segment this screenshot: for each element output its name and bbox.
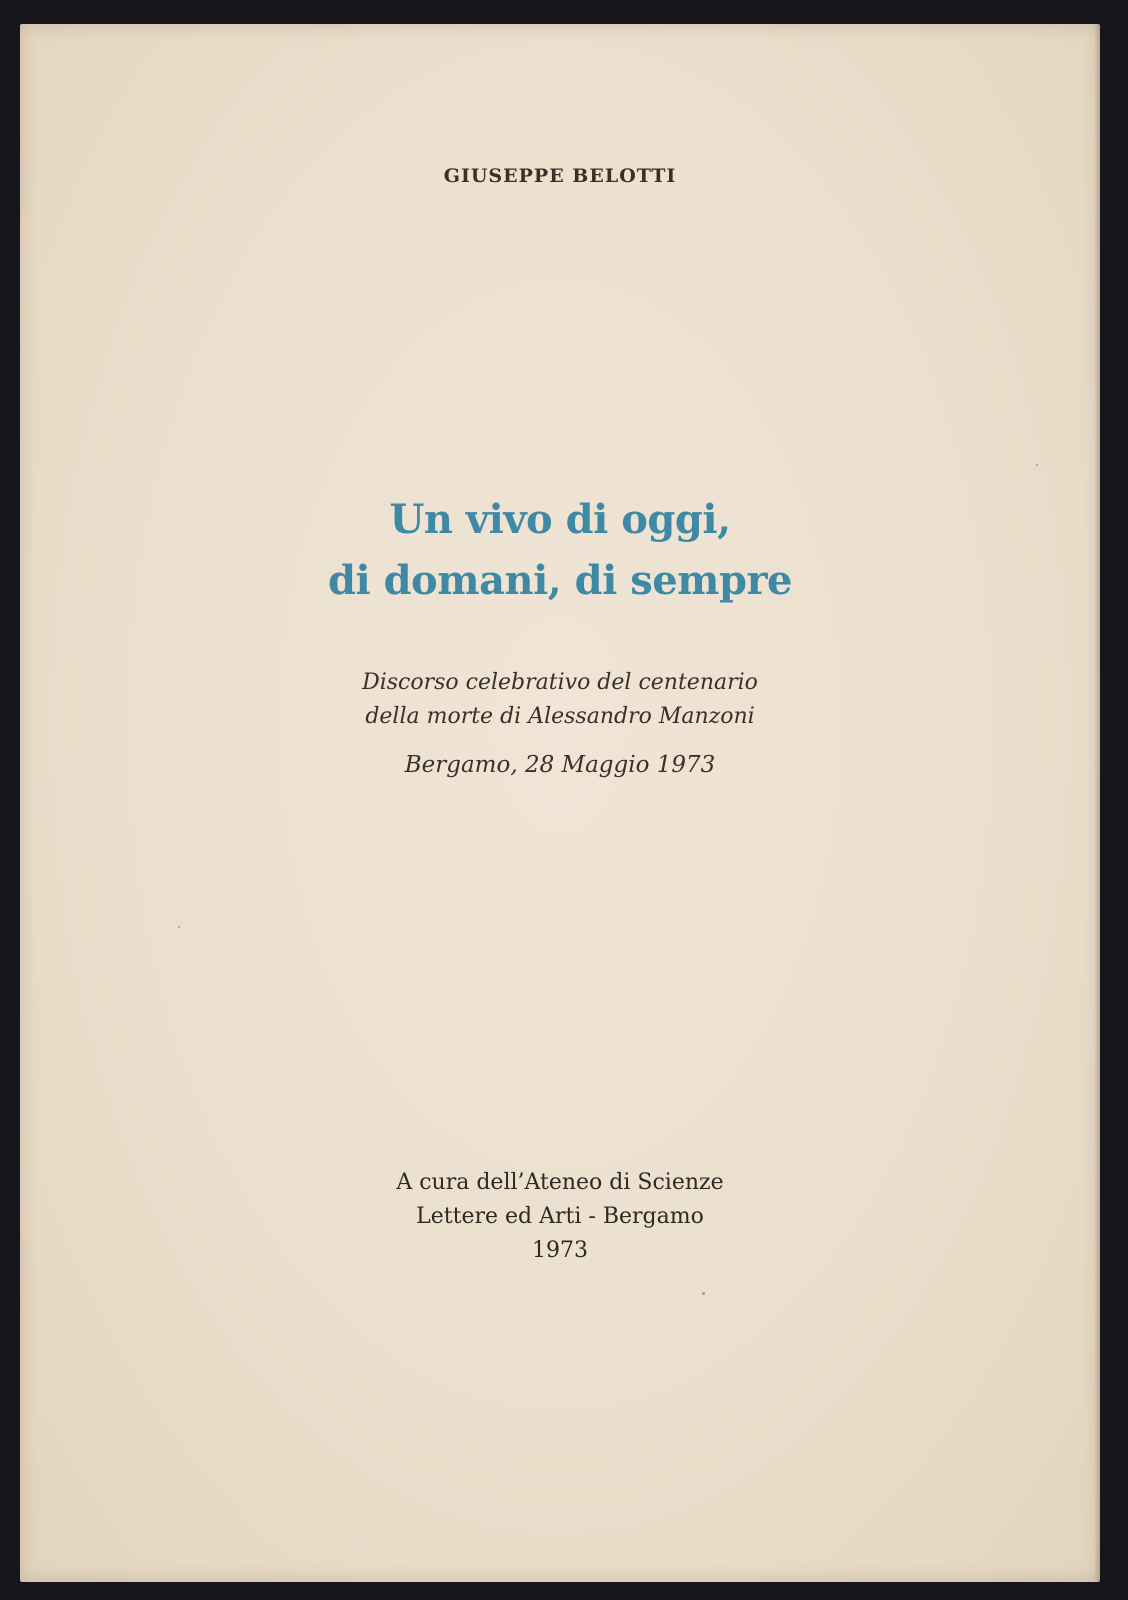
publisher-line-1: A cura dell’Ateneo di Scienze (396, 1170, 724, 1195)
author-name: GIUSEPPE BELOTTI (443, 165, 677, 187)
paper-speck (1036, 464, 1038, 466)
cover-edge-shadow (1094, 24, 1100, 1582)
title-line-1: Un vivo di oggi, (389, 496, 731, 543)
book-cover (20, 24, 1100, 1582)
event-place-date: Bergamo, 28 Maggio 1973 (404, 752, 716, 778)
title-line-2: di domani, di sempre (328, 557, 792, 604)
subtitle-line-2: della morte di Alessandro Manzoni (365, 704, 755, 729)
publication-year: 1973 (532, 1238, 588, 1263)
paper-speck (702, 1292, 705, 1295)
subtitle-line-1: Discorso celebrativo del centenario (362, 670, 758, 695)
publisher-line-2: Lettere ed Arti - Bergamo (416, 1204, 704, 1229)
paper-speck (178, 926, 180, 928)
